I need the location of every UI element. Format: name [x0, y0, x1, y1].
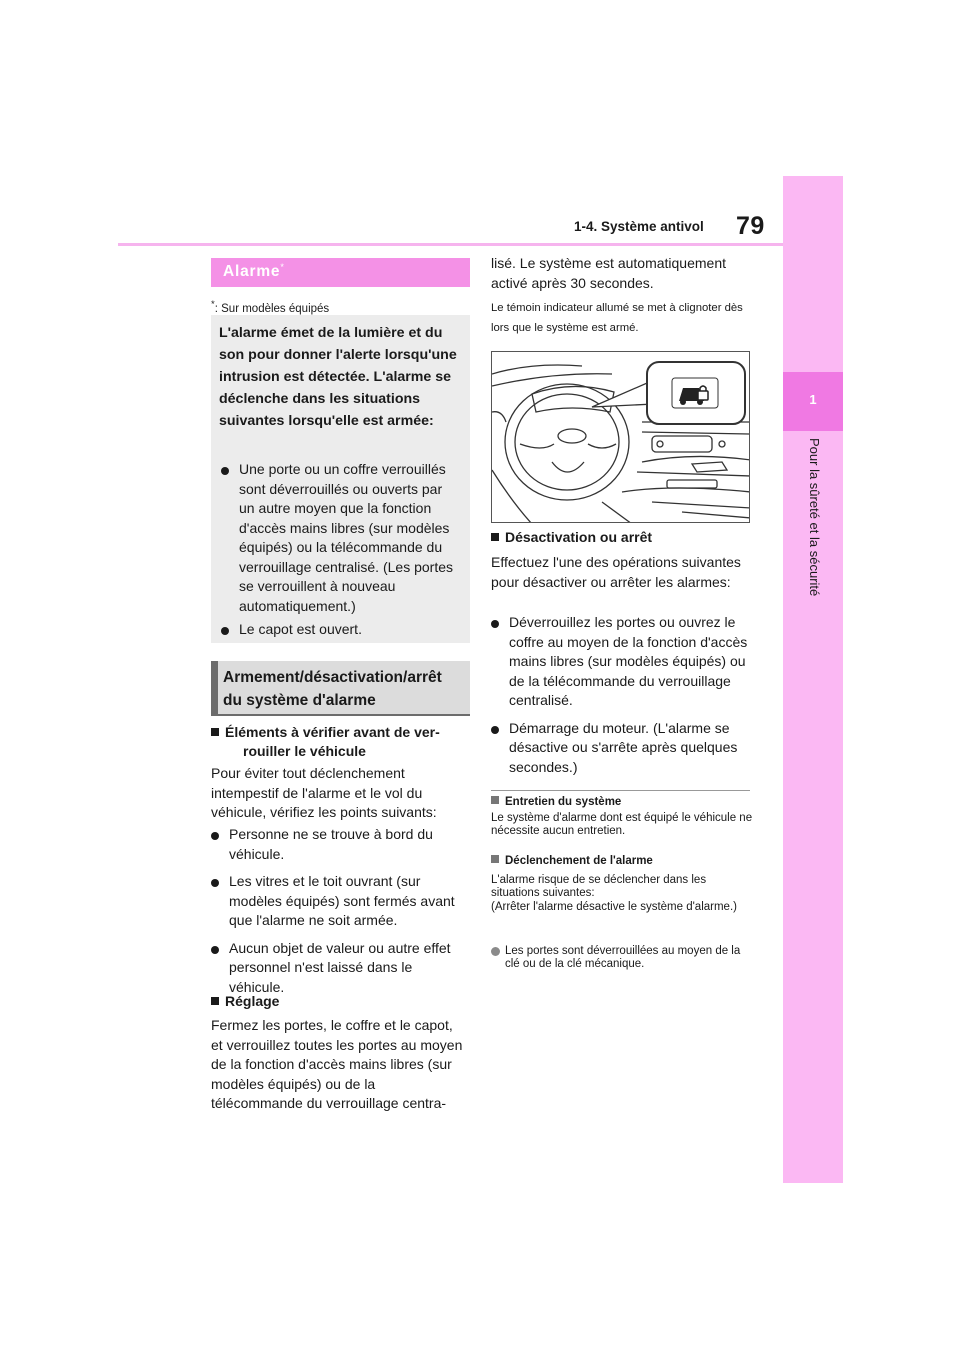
chapter-number: 1	[809, 392, 817, 407]
square-bullet-icon	[491, 796, 499, 804]
arming-title-line: du système d'alarme	[223, 692, 376, 709]
bullet-text: Les vitres et le toit ouvrant (sur modèles équipés) sont fermés avant que l'alarme ne soit armée.	[229, 873, 455, 928]
deactivation-body: Effectuez l'une des opérations suivantes pour désactiver ou arrêter les alarmes:	[491, 554, 741, 590]
heading-line: Éléments à vérifier avant de ver-	[225, 724, 440, 740]
square-bullet-icon	[211, 728, 219, 736]
bullet-icon	[211, 946, 219, 954]
trigger-body-line: (Arrêter l'alarme désactive le système d'alarme.)	[491, 900, 737, 913]
check-items-bullets	[211, 825, 466, 1005]
notes-rule	[491, 790, 750, 791]
deactivation-heading	[491, 529, 652, 545]
list-item	[491, 613, 749, 711]
dashboard-illustration	[491, 351, 750, 523]
list-item	[211, 939, 466, 998]
alarm-intro: L'alarme émet de la lumière et du son pour donner l'alerte lorsqu'une intrusion est détectée. L'alarme se déclenche dans les situations suivantes lorsqu'elle est armée:	[219, 325, 457, 429]
bullet-text: Aucun objet de valeur ou autre effet personnel n'est laissé dans le véhicule.	[229, 939, 451, 995]
bullet-icon	[221, 627, 229, 635]
footnote-marker: *	[211, 299, 215, 310]
reglage-heading	[211, 993, 279, 1009]
arming-title-line: Armement/désactivation/arrêt	[223, 669, 442, 686]
trigger-heading	[491, 855, 653, 867]
reglage-continuation: lisé. Le système est automatiquement activé après 30 secondes.	[491, 255, 727, 291]
section-title: 1-4. Système antivol	[574, 219, 704, 234]
page-number: 79	[736, 212, 765, 240]
trigger-body	[491, 874, 753, 914]
footnote-text: : Sur modèles équipés	[214, 302, 330, 315]
bullet-icon	[491, 726, 499, 734]
header-rule	[118, 243, 783, 246]
bullet-icon	[211, 832, 219, 840]
alarm-title-text: Alarme	[223, 263, 281, 281]
list-item	[491, 719, 749, 778]
heading-line: rouiller le véhicule	[243, 743, 366, 759]
maintenance-heading	[491, 796, 621, 808]
dashboard-drawing	[492, 352, 750, 523]
bullet-text: Le capot est ouvert.	[239, 621, 362, 637]
alarm-title	[223, 262, 285, 281]
maintenance-body: Le système d'alarme dont est équipé le véhicule ne nécessite aucun entretien.	[491, 812, 753, 838]
bullet-text: Démarrage du moteur. (L'alarme se désactive ou s'arrête après quelques secondes.)	[509, 719, 738, 775]
list-item	[221, 460, 461, 616]
trigger-body-line: L'alarme risque de se déclencher dans les situations suivantes:	[491, 874, 707, 900]
bullet-icon	[221, 467, 229, 475]
reglage-body: Fermez les portes, le coffre et le capot, et verrouillez toutes les portes au moyen de la fonction d'accès mains libres (sur modèles équipés) ou de la télécommande du verrouillage centra-	[211, 1017, 463, 1111]
side-strip	[783, 176, 843, 1183]
list-item	[221, 620, 461, 640]
maintenance-heading-text: Entretien du système	[505, 796, 622, 808]
arming-section-title	[223, 666, 463, 712]
list-item	[211, 872, 466, 931]
bullet-icon	[211, 879, 219, 887]
alarm-bullets	[221, 460, 461, 644]
indicator-note: Le témoin indicateur allumé se met à clignoter dès lors que le système est armé.	[491, 302, 743, 334]
bullet-icon	[491, 947, 500, 956]
alarm-title-marker: *	[280, 262, 285, 272]
check-items-body: Pour éviter tout déclenchement intempestif de l'alarme et le vol du véhicule, vérifiez les points suivants:	[211, 765, 437, 820]
deactivation-bullets	[491, 613, 749, 785]
footnote	[211, 299, 329, 315]
trigger-bullet-text: Les portes sont déverrouillées au moyen de la clé ou de la clé mécanique.	[505, 945, 741, 971]
reglage-heading-text: Réglage	[225, 993, 280, 1009]
square-bullet-icon	[491, 855, 499, 863]
square-bullet-icon	[491, 533, 499, 541]
bullet-text: Personne ne se trouve à bord du véhicule.	[229, 826, 433, 862]
bullet-text: Une porte ou un coffre verrouillés sont déverrouillés ou ouverts par un autre moyen que la fonction d'accès mains libres (sur modèles équipés) ou la télécommande du verrouillage centralisé. (Les portes se verrouillent à nouveau automatiquement.)	[239, 461, 453, 614]
bullet-icon	[491, 620, 499, 628]
square-bullet-icon	[211, 997, 219, 1005]
chapter-label	[804, 438, 824, 618]
list-item	[211, 825, 466, 864]
trigger-heading-text: Déclenchement de l'alarme	[505, 855, 653, 867]
arming-section-rule	[211, 714, 470, 716]
deactivation-heading-text: Désactivation ou arrêt	[505, 529, 653, 545]
bullet-text: Déverrouillez les portes ou ouvrez le coffre au moyen de la fonction d'accès mains libres (sur modèles équipés) ou de la télécommande du verrouillage centralisé.	[509, 614, 748, 708]
check-items-heading	[211, 723, 466, 761]
chapter-label-text: Pour la sûreté et la sécurité	[807, 438, 822, 597]
